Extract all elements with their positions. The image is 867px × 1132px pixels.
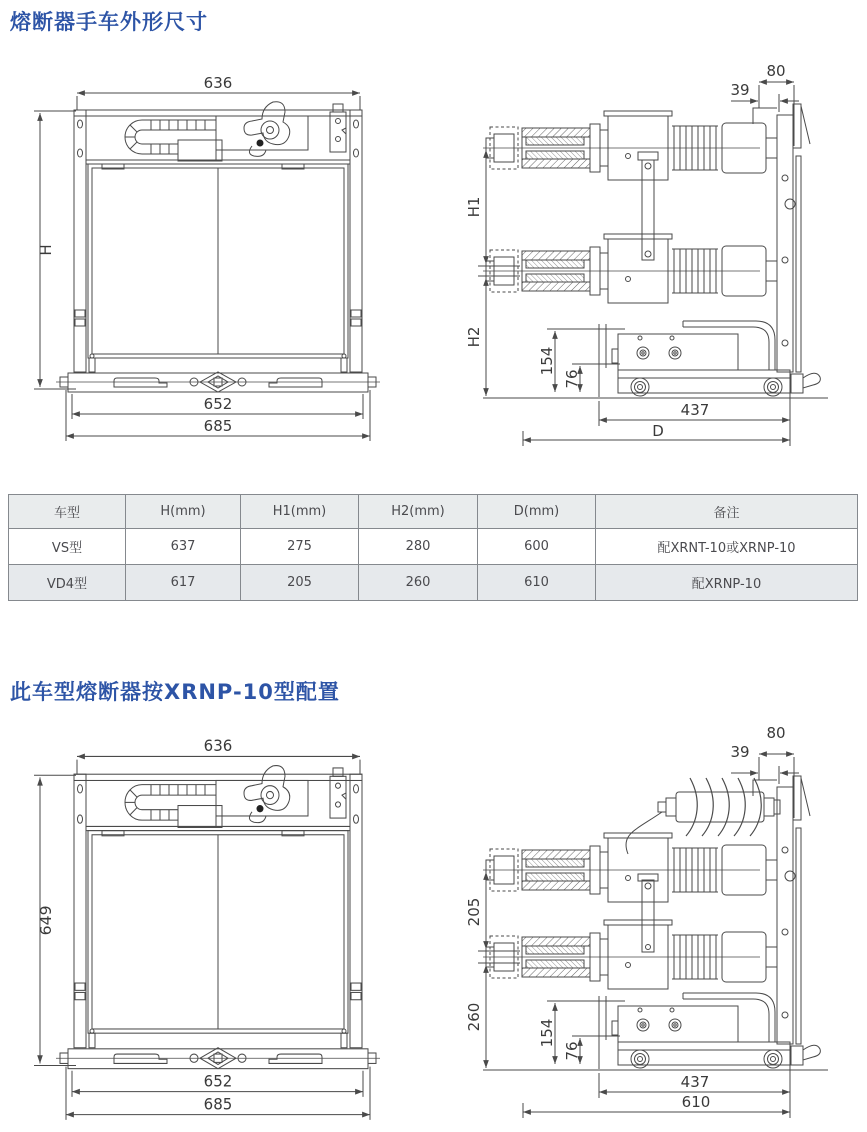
dim-label-base-outer: 685 <box>203 417 233 435</box>
cell-remark: 配XRNT-10或XRNP-10 <box>596 529 858 565</box>
dim-label-h2: H2 <box>465 326 483 348</box>
cell-model: VS型 <box>9 529 126 565</box>
table-row-vd4 <box>9 565 858 601</box>
front-view-art <box>34 93 380 441</box>
section-title-xrnp-config: 此车型熔断器按XRNP-10型配置 <box>10 680 340 704</box>
front-view-drawing-top <box>30 60 430 445</box>
cell-d: 610 <box>478 565 596 601</box>
front-view-drawing-bottom <box>30 722 430 1124</box>
lower-contact-arm <box>483 920 777 989</box>
col-header-model: 车型 <box>9 495 126 529</box>
upper-contact-arm <box>483 111 777 180</box>
side-view-drawing-bottom <box>428 722 867 1132</box>
lower-contact-arm <box>483 234 777 303</box>
table-row-vs <box>9 529 858 565</box>
cell-h2: 280 <box>359 529 478 565</box>
side-view-drawing-top <box>428 60 867 460</box>
dim-label-80: 80 <box>766 62 786 80</box>
dim-label-base-outer: 685 <box>203 1095 233 1114</box>
dim-label-205: 205 <box>465 897 483 927</box>
front-view-art <box>34 756 380 1119</box>
dim-label-h1: H1 <box>465 196 483 218</box>
dim-label-437: 437 <box>680 401 710 419</box>
dim-label-base-inner: 652 <box>203 395 233 413</box>
cell-model: VD4型 <box>9 565 126 601</box>
dim-label-width: 636 <box>203 74 233 92</box>
cell-h1: 275 <box>241 529 359 565</box>
col-header-d: D(mm) <box>478 495 596 529</box>
cell-h1: 205 <box>241 565 359 601</box>
table-header-row <box>9 495 858 529</box>
dim-label-76: 76 <box>563 369 581 389</box>
dim-label-39: 39 <box>730 743 750 761</box>
dim-label-80: 80 <box>766 724 786 742</box>
dim-label-76: 76 <box>563 1041 581 1061</box>
cell-d: 600 <box>478 529 596 565</box>
dim-label-437: 437 <box>680 1073 710 1091</box>
dim-label-depth: D <box>652 422 664 440</box>
dim-label-154: 154 <box>538 346 556 376</box>
spec-table <box>8 494 858 601</box>
col-header-remark: 备注 <box>596 495 858 529</box>
cell-remark: 配XRNP-10 <box>596 565 858 601</box>
xrnp-fuse-insulator <box>626 778 780 854</box>
cell-h: 617 <box>126 565 241 601</box>
upper-contact-arm <box>483 833 777 902</box>
cell-h2: 260 <box>359 565 478 601</box>
dim-label-height: H <box>37 244 55 256</box>
col-header-h2: H2(mm) <box>359 495 478 529</box>
section-title-dimensions: 熔断器手车外形尺寸 <box>10 10 208 34</box>
col-header-h: H(mm) <box>126 495 241 529</box>
link-bar <box>478 150 658 396</box>
dim-label-154: 154 <box>538 1018 556 1048</box>
dim-label-39: 39 <box>730 81 750 99</box>
dim-label-260: 260 <box>465 1002 483 1032</box>
dim-label-610: 610 <box>681 1093 711 1111</box>
side-view-base-art <box>483 754 828 1118</box>
dim-label-base-inner: 652 <box>203 1072 233 1091</box>
dim-label-height: 649 <box>37 905 55 936</box>
dim-label-width: 636 <box>203 736 233 756</box>
cell-h: 637 <box>126 529 241 565</box>
col-header-h1: H1(mm) <box>241 495 359 529</box>
